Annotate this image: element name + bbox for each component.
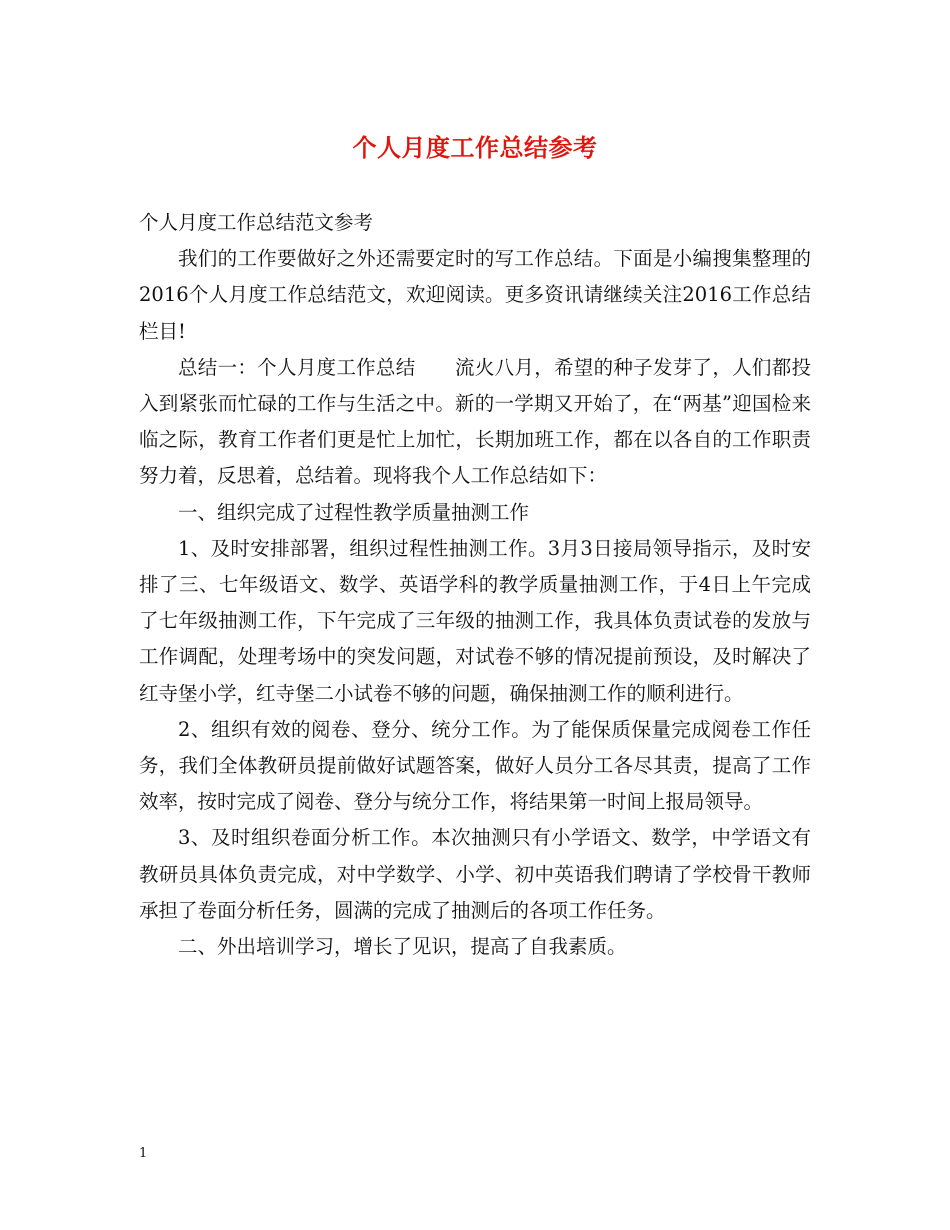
section-heading-two: 二、外出培训学习，增长了见识，提高了自我素质。 [178,935,627,959]
paragraph-item-one: 1、及时安排部署，组织过程性抽测工作。3月3日接局领导指示，及时安排了三、七年级语文、数学、英语学科的教学质量抽测工作，于4日上午完成了七年级抽测工作，下午完成了三年级的抽测工作，我具体负责试卷的发放与工作调配，处理考场中的突发问题，对试卷不够的情况提前预设，及时解决了红寺堡小学，红寺堡二小试卷不够的问题，确保抽测工作的顺利进行。 [139,536,811,705]
section-heading-one: 一、组织完成了过程性教学质量抽测工作 [178,500,530,524]
paragraph-item-three: 3、及时组织卷面分析工作。本次抽测只有小学语文、数学，中学语文有教研员具体负责完成，对中学数学、小学、初中英语我们聘请了学校骨干教师承担了卷面分析任务，圆满的完成了抽测后的各项工作任务。 [139,826,811,922]
document-title: 个人月度工作总结参考 [352,133,598,162]
page-number: 1 [139,1146,148,1161]
document-body [139,205,811,965]
paragraph-item-two: 2、组织有效的阅卷、登分、统分工作。为了能保质保量完成阅卷工作任务，我们全体教研员提前做好试题答案，做好人员分工各尽其责，提高了工作效率，按时完成了阅卷、登分与统分工作，将结果第一时间上报局领导。 [139,717,811,814]
paragraph-intro: 我们的工作要做好之外还需要定时的写工作总结。下面是小编搜集整理的2016个人月度工作总结范文，欢迎阅读。更多资讯请继续关注2016工作总结栏目! [139,247,811,343]
paragraph-summary-one: 总结一：个人月度工作总结 流火八月，希望的种子发芽了，人们都投入到紧张而忙碌的工作与生活之中。新的一学期又开始了，在“两基”迎国检来临之际，教育工作者们更是忙上加忙，长期加班工作，都在以各自的工作职责努力着，反思着，总结着。现将我个人工作总结如下： [139,355,811,488]
subtitle-line: 个人月度工作总结范文参考 [139,211,374,234]
